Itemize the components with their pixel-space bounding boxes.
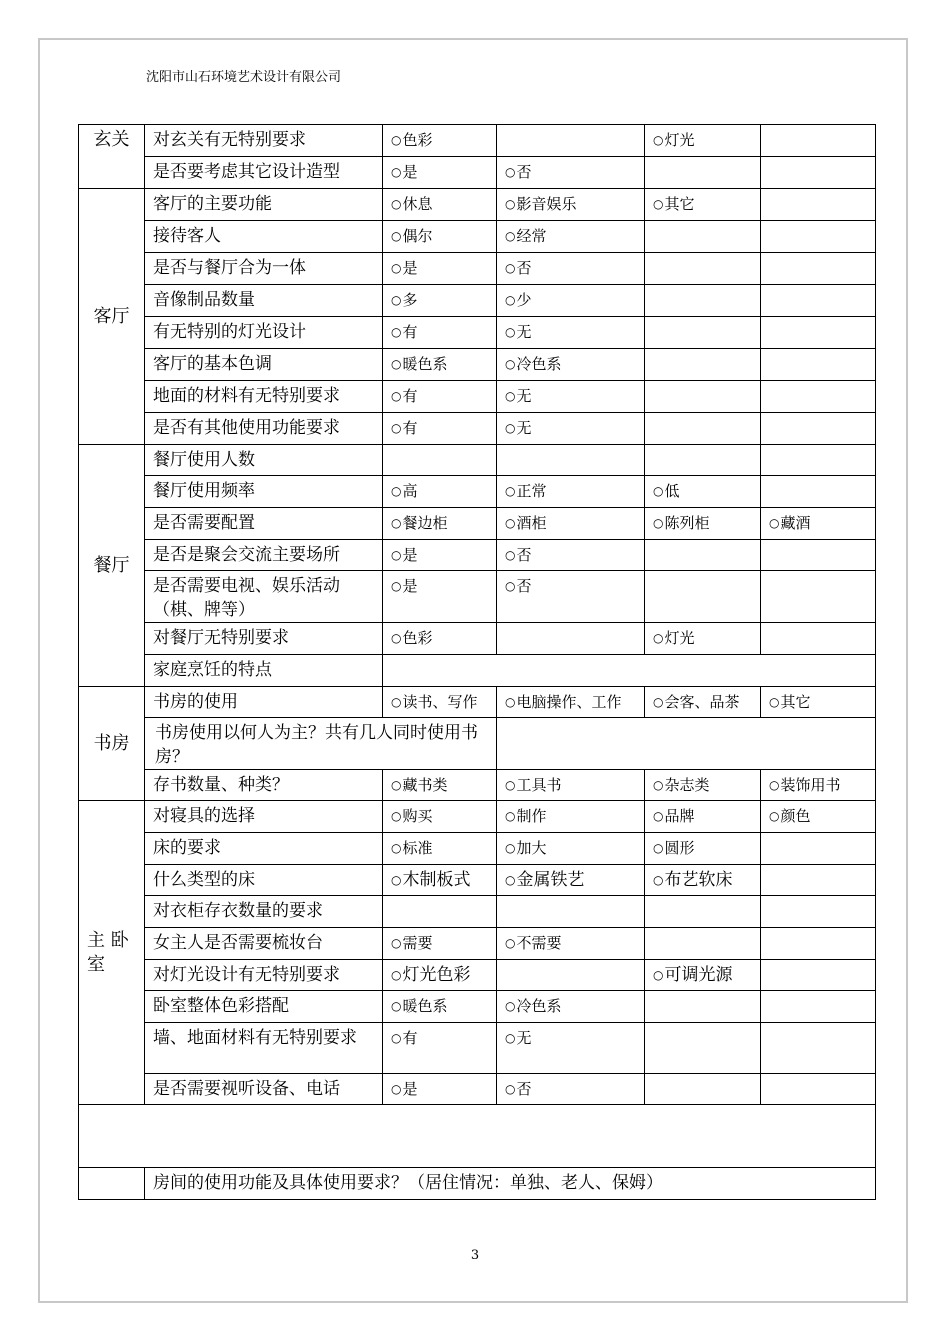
radio-circle-icon[interactable]: ○ — [505, 293, 516, 307]
option-cell[interactable]: ○有 — [383, 1023, 497, 1074]
option-cell[interactable]: ○暖色系 — [383, 991, 497, 1023]
question: 什么类型的床 — [145, 865, 383, 896]
option-cell[interactable]: ○制作 — [497, 801, 645, 833]
empty-cell — [645, 317, 761, 349]
radio-circle-icon[interactable]: ○ — [505, 165, 516, 179]
radio-circle-icon[interactable]: ○ — [391, 325, 402, 339]
radio-circle-icon[interactable]: ○ — [391, 579, 402, 593]
option-cell[interactable]: ○灯光色彩 — [383, 960, 497, 991]
option-cell[interactable]: ○是 — [383, 253, 497, 285]
empty-cell — [645, 571, 761, 623]
empty-cell — [383, 445, 497, 476]
question: 对寝具的选择 — [145, 801, 383, 833]
table-row — [79, 253, 876, 285]
option-cell[interactable]: ○色彩 — [383, 623, 497, 655]
table-row — [79, 623, 876, 655]
empty-cell — [761, 960, 876, 991]
empty-cell — [761, 221, 876, 253]
table-row — [79, 157, 876, 189]
section-shufang: 书房 — [79, 687, 145, 801]
answer-area[interactable] — [497, 718, 876, 770]
empty-cell — [761, 189, 876, 221]
empty-cell — [761, 1074, 876, 1105]
question: 是否需要视听设备、电话 — [145, 1074, 383, 1105]
question: 卧室整体色彩搭配 — [145, 991, 383, 1023]
table-row — [79, 1023, 876, 1074]
question: 是否需要电视、娱乐活动（棋、牌等） — [145, 571, 383, 623]
radio-circle-icon[interactable]: ○ — [505, 325, 516, 339]
empty-cell — [761, 833, 876, 865]
radio-circle-icon[interactable]: ○ — [391, 809, 402, 823]
radio-circle-icon[interactable]: ○ — [653, 809, 664, 823]
option-cell[interactable]: ○少 — [497, 285, 645, 317]
question: 地面的材料有无特别要求 — [145, 381, 383, 413]
answer-area[interactable] — [383, 655, 876, 687]
empty-cell — [645, 991, 761, 1023]
table-row — [79, 833, 876, 865]
option-cell[interactable]: ○否 — [497, 1074, 645, 1105]
radio-circle-icon[interactable]: ○ — [391, 841, 402, 855]
empty-cell — [761, 623, 876, 655]
option-cell[interactable]: ○装饰用书 — [761, 770, 876, 801]
option-cell[interactable]: ○是 — [383, 571, 497, 623]
empty-cell — [645, 349, 761, 381]
option-cell[interactable]: ○颜色 — [761, 801, 876, 833]
radio-circle-icon[interactable]: ○ — [391, 631, 402, 645]
radio-circle-icon[interactable]: ○ — [391, 548, 402, 562]
empty-cell — [645, 896, 761, 928]
option-cell[interactable]: ○低 — [645, 476, 761, 508]
empty-cell — [645, 540, 761, 571]
table-row — [79, 928, 876, 960]
empty-cell — [761, 571, 876, 623]
table-row — [79, 801, 876, 833]
empty-cell — [761, 157, 876, 189]
option-cell[interactable]: ○可调光源 — [645, 960, 761, 991]
option-cell[interactable]: ○木制板式 — [383, 865, 497, 896]
radio-circle-icon[interactable]: ○ — [391, 695, 402, 709]
radio-circle-icon[interactable]: ○ — [391, 197, 402, 211]
table-row — [79, 285, 876, 317]
question: 书房使用以何人为主？共有几人同时使用书房？ — [145, 718, 497, 770]
radio-circle-icon[interactable]: ○ — [391, 293, 402, 307]
question: 书房的使用 — [145, 687, 383, 718]
radio-circle-icon[interactable]: ○ — [505, 421, 516, 435]
radio-circle-icon[interactable]: ○ — [505, 548, 516, 562]
option-cell[interactable]: ○经常 — [497, 221, 645, 253]
radio-circle-icon[interactable]: ○ — [391, 516, 402, 530]
section-zhuwoshi: 主 卧 室 — [79, 801, 145, 1105]
option-cell[interactable]: ○其它 — [761, 687, 876, 718]
option-cell[interactable]: ○需要 — [383, 928, 497, 960]
table-row — [79, 445, 876, 476]
question: 对灯光设计有无特别要求 — [145, 960, 383, 991]
option-cell[interactable]: ○读书、写作 — [383, 687, 497, 718]
option-cell[interactable]: ○杂志类 — [645, 770, 761, 801]
option-cell[interactable]: ○品牌 — [645, 801, 761, 833]
radio-circle-icon[interactable]: ○ — [391, 229, 402, 243]
empty-cell — [761, 125, 876, 157]
question: 对餐厅无特别要求 — [145, 623, 383, 655]
option-cell[interactable]: ○会客、品茶 — [645, 687, 761, 718]
radio-circle-icon[interactable]: ○ — [505, 357, 516, 371]
section-keting: 客厅 — [79, 189, 145, 445]
table-row — [79, 221, 876, 253]
table-row — [79, 687, 876, 718]
table-row — [79, 540, 876, 571]
radio-circle-icon[interactable]: ○ — [653, 968, 664, 982]
empty-cell — [645, 445, 761, 476]
company-header: 沈阳市山石环境艺术设计有限公司 — [146, 70, 342, 85]
radio-circle-icon[interactable]: ○ — [653, 197, 664, 211]
question: 女主人是否需要梳妆台 — [145, 928, 383, 960]
empty-cell — [645, 157, 761, 189]
question: 接待客人 — [145, 221, 383, 253]
radio-circle-icon[interactable]: ○ — [505, 778, 516, 792]
radio-circle-icon[interactable]: ○ — [391, 1082, 402, 1096]
option-cell[interactable]: ○冷色系 — [497, 991, 645, 1023]
radio-circle-icon[interactable]: ○ — [505, 1082, 516, 1096]
option-cell[interactable]: ○有 — [383, 317, 497, 349]
table-row — [79, 960, 876, 991]
option-cell[interactable]: ○休息 — [383, 189, 497, 221]
empty-cell — [497, 445, 645, 476]
option-cell[interactable]: ○购买 — [383, 801, 497, 833]
radio-circle-icon[interactable]: ○ — [653, 484, 664, 498]
table-row — [79, 1074, 876, 1105]
table-row — [79, 349, 876, 381]
radio-circle-icon[interactable]: ○ — [505, 261, 516, 275]
option-cell[interactable]: ○工具书 — [497, 770, 645, 801]
table-row — [79, 1168, 876, 1200]
question: 对玄关有无特别要求 — [145, 125, 383, 157]
option-cell[interactable]: ○无 — [497, 317, 645, 349]
question: 是否需要配置 — [145, 508, 383, 540]
radio-circle-icon[interactable]: ○ — [653, 841, 664, 855]
radio-circle-icon[interactable]: ○ — [391, 873, 402, 887]
radio-circle-icon[interactable]: ○ — [391, 357, 402, 371]
question: 墙、地面材料有无特别要求 — [145, 1023, 383, 1074]
empty-cell — [761, 865, 876, 896]
option-cell[interactable]: ○布艺软床 — [645, 865, 761, 896]
table-row — [79, 896, 876, 928]
empty-cell — [645, 413, 761, 445]
empty-cell — [761, 413, 876, 445]
option-cell[interactable]: ○偶尔 — [383, 221, 497, 253]
question: 是否与餐厅合为一体 — [145, 253, 383, 285]
option-cell[interactable]: ○是 — [383, 1074, 497, 1105]
radio-circle-icon[interactable]: ○ — [391, 968, 402, 982]
option-cell[interactable]: ○灯光 — [645, 125, 761, 157]
option-cell[interactable]: ○否 — [497, 571, 645, 623]
empty-cell — [497, 896, 645, 928]
radio-circle-icon[interactable]: ○ — [391, 421, 402, 435]
section-canting: 餐厅 — [79, 445, 145, 687]
question: 餐厅使用频率 — [145, 476, 383, 508]
table-row — [79, 381, 876, 413]
option-cell[interactable]: ○电脑操作、工作 — [497, 687, 645, 718]
option-cell[interactable]: ○正常 — [497, 476, 645, 508]
empty-cell — [645, 253, 761, 285]
radio-circle-icon[interactable]: ○ — [653, 133, 664, 147]
empty-cell — [761, 381, 876, 413]
table-row — [79, 571, 876, 623]
question: 床的要求 — [145, 833, 383, 865]
empty-cell — [645, 1023, 761, 1074]
radio-circle-icon[interactable]: ○ — [505, 936, 516, 950]
survey-table — [78, 124, 876, 1200]
empty-cell — [645, 928, 761, 960]
table-row — [79, 991, 876, 1023]
radio-circle-icon[interactable]: ○ — [391, 936, 402, 950]
question: 是否是聚会交流主要场所 — [145, 540, 383, 571]
radio-circle-icon[interactable]: ○ — [505, 1031, 516, 1045]
radio-circle-icon[interactable]: ○ — [653, 778, 664, 792]
question: 房间的使用功能及具体使用要求？（居住情况：单独、老人、保姆） — [145, 1168, 876, 1200]
radio-circle-icon[interactable]: ○ — [505, 999, 516, 1013]
table-row — [79, 865, 876, 896]
option-cell[interactable]: ○否 — [497, 157, 645, 189]
empty-cell — [761, 317, 876, 349]
option-cell[interactable]: ○是 — [383, 540, 497, 571]
radio-circle-icon[interactable]: ○ — [505, 484, 516, 498]
option-cell[interactable]: ○否 — [497, 253, 645, 285]
table-row — [79, 1105, 876, 1168]
option-cell[interactable]: ○无 — [497, 381, 645, 413]
empty-cell — [761, 476, 876, 508]
question: 客厅的主要功能 — [145, 189, 383, 221]
radio-circle-icon[interactable]: ○ — [391, 778, 402, 792]
radio-circle-icon[interactable]: ○ — [505, 809, 516, 823]
table-row — [79, 655, 876, 687]
empty-cell — [761, 285, 876, 317]
empty-cell — [79, 1168, 145, 1200]
option-cell[interactable]: ○多 — [383, 285, 497, 317]
radio-circle-icon[interactable]: ○ — [505, 197, 516, 211]
question: 客厅的基本色调 — [145, 349, 383, 381]
empty-cell — [761, 445, 876, 476]
option-cell[interactable]: ○餐边柜 — [383, 508, 497, 540]
table-row — [79, 317, 876, 349]
empty-cell — [761, 928, 876, 960]
question: 餐厅使用人数 — [145, 445, 383, 476]
option-cell[interactable]: ○否 — [497, 540, 645, 571]
option-cell[interactable]: ○加大 — [497, 833, 645, 865]
option-cell[interactable]: ○藏酒 — [761, 508, 876, 540]
table-row — [79, 189, 876, 221]
empty-cell — [761, 991, 876, 1023]
option-cell[interactable]: ○藏书类 — [383, 770, 497, 801]
option-cell[interactable]: ○金属铁艺 — [497, 865, 645, 896]
empty-cell — [497, 623, 645, 655]
radio-circle-icon[interactable]: ○ — [505, 229, 516, 243]
radio-circle-icon[interactable]: ○ — [505, 579, 516, 593]
option-cell[interactable]: ○暖色系 — [383, 349, 497, 381]
question: 是否有其他使用功能要求 — [145, 413, 383, 445]
radio-circle-icon[interactable]: ○ — [505, 841, 516, 855]
empty-cell — [497, 960, 645, 991]
empty-cell — [761, 896, 876, 928]
question: 存书数量、种类？ — [145, 770, 383, 801]
empty-cell — [497, 125, 645, 157]
radio-circle-icon[interactable]: ○ — [769, 695, 780, 709]
radio-circle-icon[interactable]: ○ — [769, 516, 780, 530]
option-cell[interactable]: ○有 — [383, 413, 497, 445]
radio-circle-icon[interactable]: ○ — [653, 873, 664, 887]
option-cell[interactable]: ○灯光 — [645, 623, 761, 655]
radio-circle-icon[interactable]: ○ — [653, 695, 664, 709]
empty-cell — [645, 381, 761, 413]
question: 音像制品数量 — [145, 285, 383, 317]
option-cell[interactable]: ○有 — [383, 381, 497, 413]
radio-circle-icon[interactable]: ○ — [505, 695, 516, 709]
empty-cell — [761, 253, 876, 285]
option-cell[interactable]: ○是 — [383, 157, 497, 189]
empty-cell — [761, 540, 876, 571]
radio-circle-icon[interactable]: ○ — [505, 516, 516, 530]
question: 对衣柜存衣数量的要求 — [145, 896, 383, 928]
question: 有无特别的灯光设计 — [145, 317, 383, 349]
radio-circle-icon[interactable]: ○ — [653, 516, 664, 530]
option-cell[interactable]: ○标准 — [383, 833, 497, 865]
option-cell[interactable]: ○冷色系 — [497, 349, 645, 381]
table-row — [79, 508, 876, 540]
question: 家庭烹饪的特点 — [145, 655, 383, 687]
radio-circle-icon[interactable]: ○ — [391, 999, 402, 1013]
table-row — [79, 718, 876, 770]
radio-circle-icon[interactable]: ○ — [391, 261, 402, 275]
empty-cell — [645, 1074, 761, 1105]
radio-circle-icon[interactable]: ○ — [505, 389, 516, 403]
section-xuanguan: 玄关 — [79, 125, 145, 189]
empty-cell — [645, 221, 761, 253]
table-row — [79, 413, 876, 445]
empty-cell — [383, 896, 497, 928]
option-cell[interactable]: ○无 — [497, 413, 645, 445]
radio-circle-icon[interactable]: ○ — [391, 484, 402, 498]
radio-circle-icon[interactable]: ○ — [391, 133, 402, 147]
empty-cell — [645, 285, 761, 317]
option-cell[interactable]: ○色彩 — [383, 125, 497, 157]
radio-circle-icon[interactable]: ○ — [653, 631, 664, 645]
option-cell[interactable]: ○影音娱乐 — [497, 189, 645, 221]
table-row — [79, 770, 876, 801]
option-cell[interactable]: ○不需要 — [497, 928, 645, 960]
radio-circle-icon[interactable]: ○ — [769, 778, 780, 792]
page-number: 3 — [470, 1248, 480, 1263]
empty-cell — [761, 1023, 876, 1074]
radio-circle-icon[interactable]: ○ — [769, 809, 780, 823]
radio-circle-icon[interactable]: ○ — [391, 1031, 402, 1045]
empty-cell — [761, 349, 876, 381]
option-cell[interactable]: ○其它 — [645, 189, 761, 221]
option-cell[interactable]: ○陈列柜 — [645, 508, 761, 540]
blank-area[interactable] — [79, 1105, 876, 1168]
table-row — [79, 125, 876, 157]
radio-circle-icon[interactable]: ○ — [505, 873, 516, 887]
option-cell[interactable]: ○高 — [383, 476, 497, 508]
radio-circle-icon[interactable]: ○ — [391, 165, 402, 179]
question: 是否要考虑其它设计造型 — [145, 157, 383, 189]
option-cell[interactable]: ○圆形 — [645, 833, 761, 865]
radio-circle-icon[interactable]: ○ — [391, 389, 402, 403]
table-row — [79, 476, 876, 508]
option-cell[interactable]: ○酒柜 — [497, 508, 645, 540]
option-cell[interactable]: ○无 — [497, 1023, 645, 1074]
